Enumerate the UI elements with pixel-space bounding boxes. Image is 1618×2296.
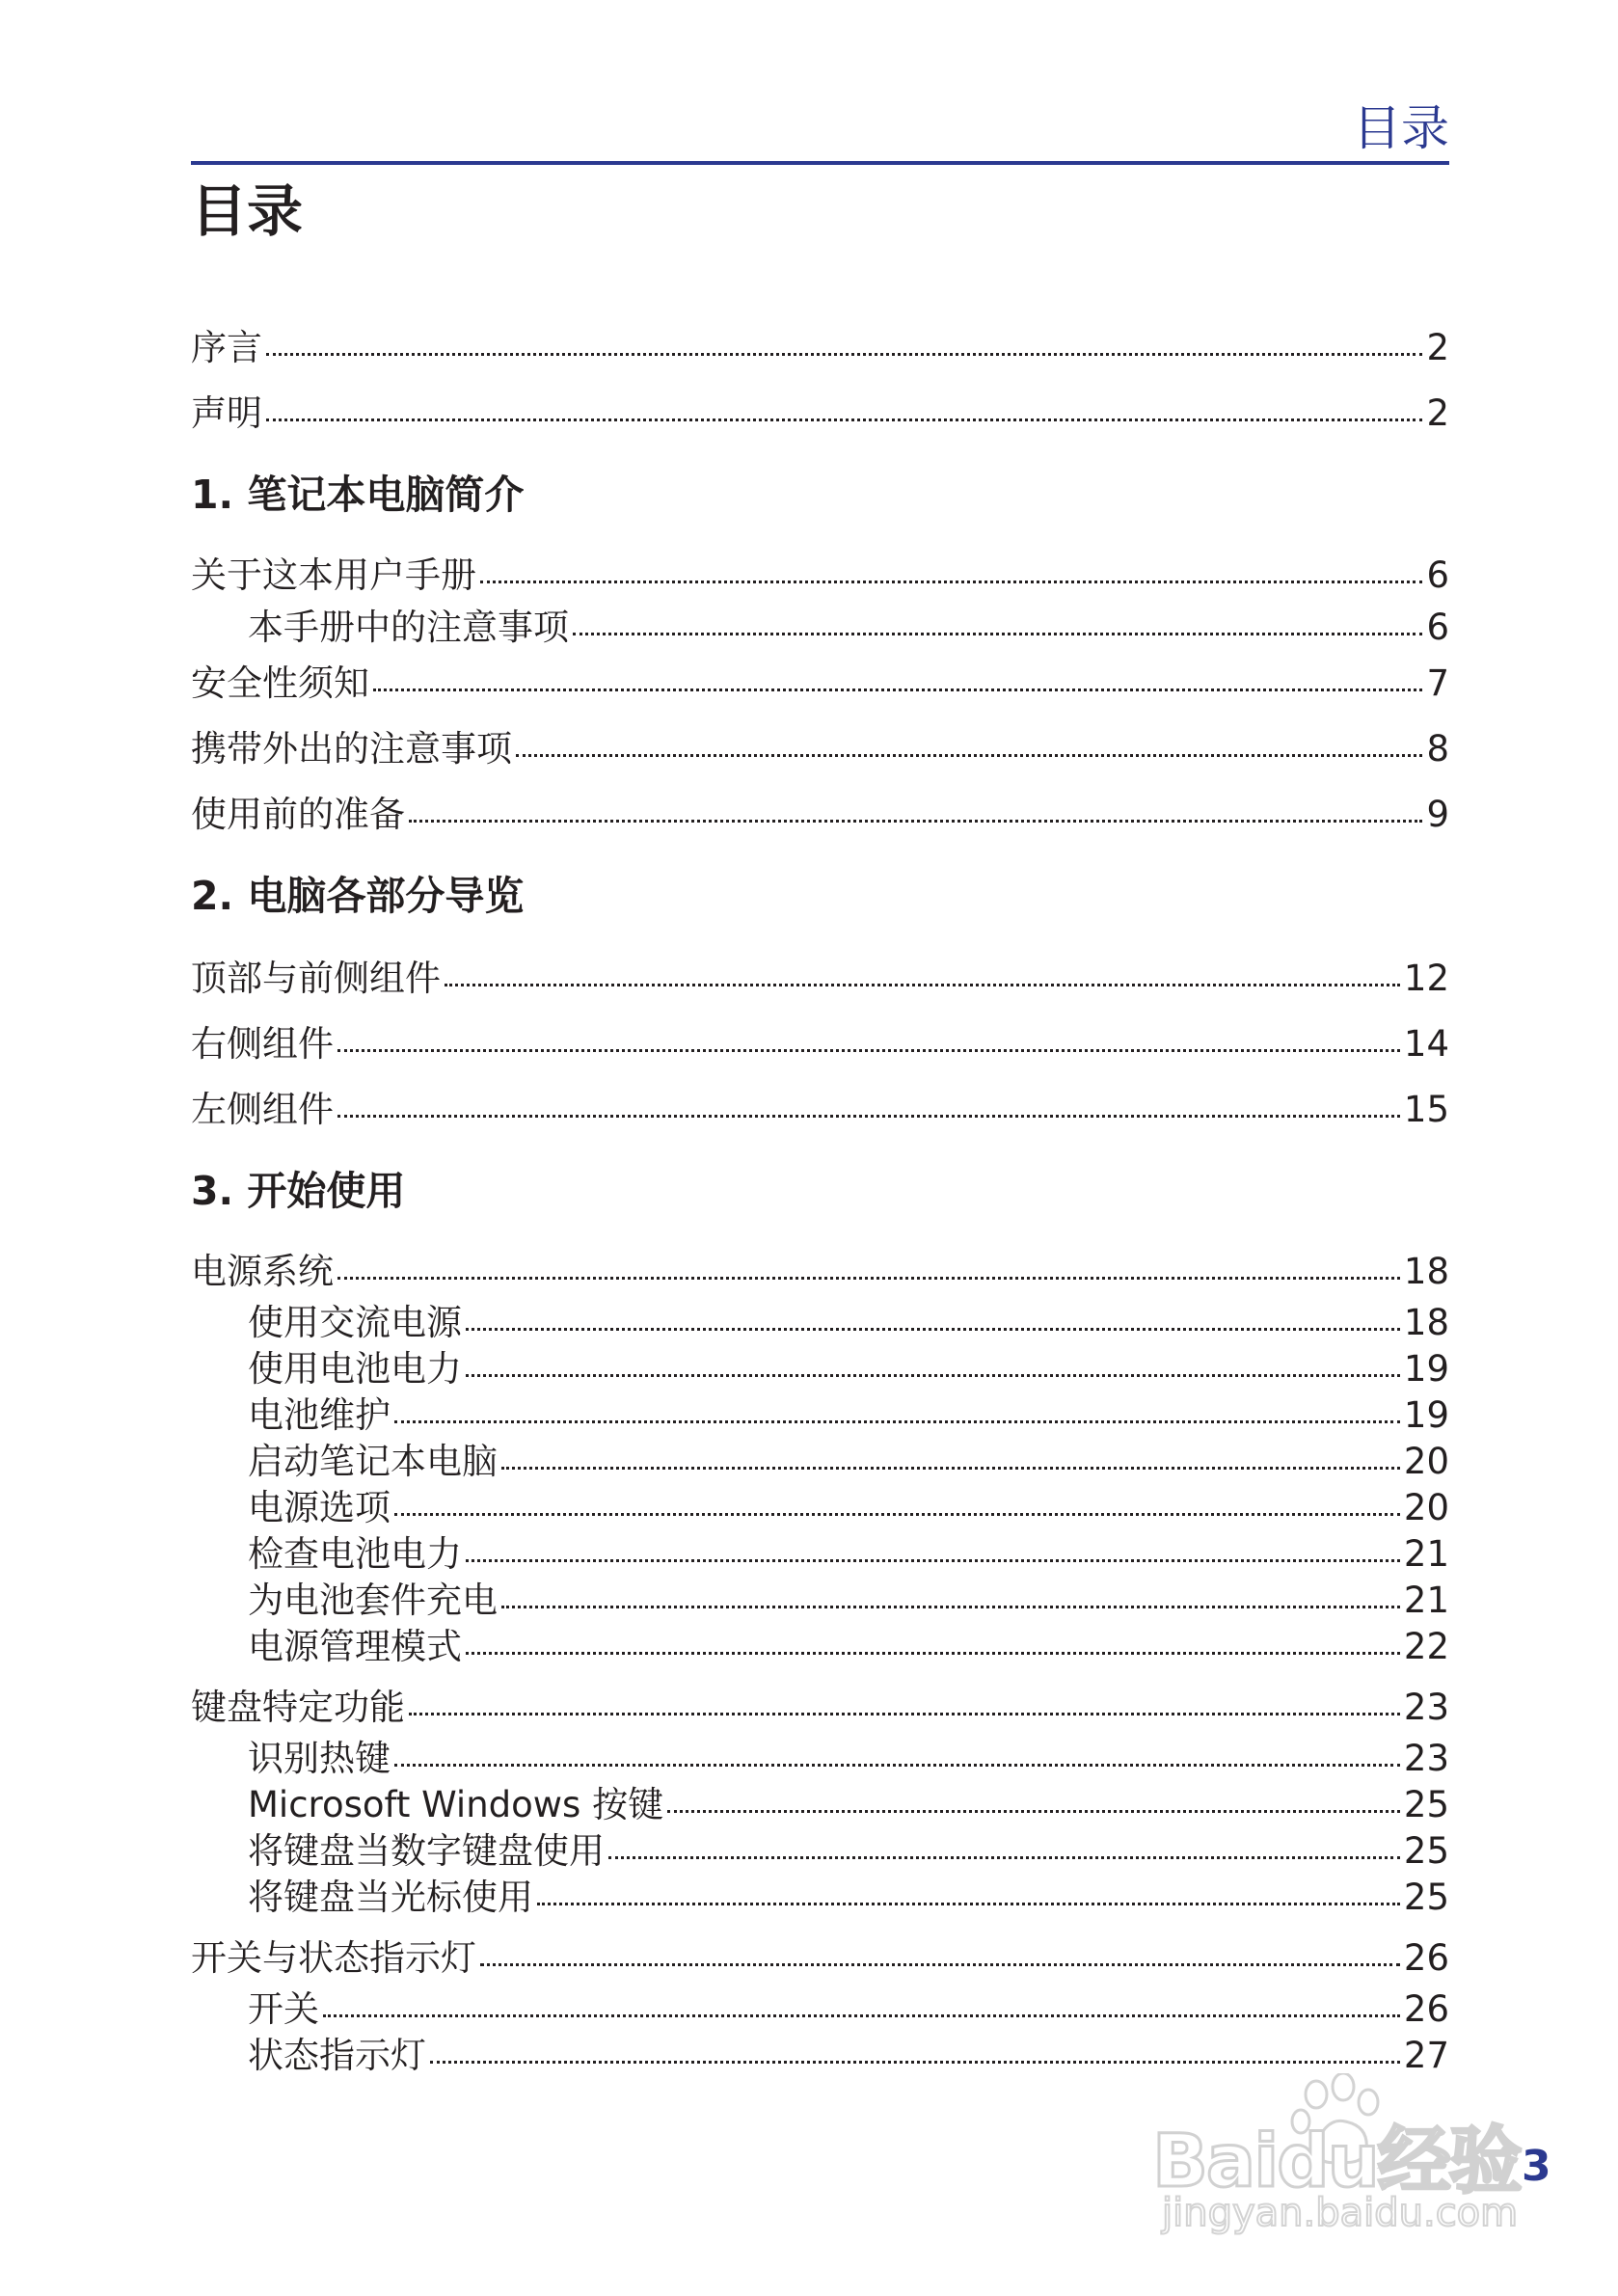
dot-leader: [430, 2061, 1400, 2064]
toc-entry-page: 19: [1403, 1394, 1449, 1436]
toc-subentry[interactable]: [248, 1784, 1449, 1825]
toc-entry-label: 电源系统: [191, 1251, 334, 1292]
dot-leader: [337, 1115, 1400, 1118]
toc-entry-page: 6: [1426, 607, 1449, 648]
toc-entry-page: 18: [1403, 1251, 1449, 1292]
toc-entry[interactable]: [191, 1089, 1449, 1130]
dot-leader: [537, 1903, 1400, 1905]
toc-entry-page: 26: [1403, 1988, 1449, 2030]
toc-subentry[interactable]: [248, 1533, 1449, 1575]
toc-entry-page: 15: [1403, 1089, 1449, 1130]
page-number: 3: [1522, 2142, 1551, 2191]
toc-entry-label: 启动笔记本电脑: [248, 1441, 498, 1482]
toc-subentry[interactable]: [248, 1394, 1449, 1436]
dot-leader: [266, 419, 1422, 421]
dot-leader: [394, 1513, 1400, 1516]
watermark-url: jingyan.baidu.com: [1162, 2191, 1519, 2235]
dot-leader: [466, 1374, 1400, 1377]
toc-entry-page: 20: [1403, 1441, 1449, 1482]
toc-entry-page: 19: [1403, 1348, 1449, 1390]
toc-entry-label: 键盘特定功能: [191, 1687, 405, 1728]
toc-entry-page: 2: [1426, 327, 1449, 368]
toc-entry[interactable]: [191, 327, 1449, 368]
toc-subentry[interactable]: [248, 1830, 1449, 1872]
toc-entry-label: 右侧组件: [191, 1023, 334, 1065]
toc-entry-page: 7: [1426, 662, 1449, 704]
toc-entry-label: 电源管理模式: [248, 1626, 462, 1667]
toc-entry[interactable]: [191, 1687, 1449, 1728]
dot-leader: [394, 1764, 1400, 1767]
toc-subentry[interactable]: [248, 1487, 1449, 1528]
dot-leader: [266, 353, 1422, 356]
toc-entry-page: 9: [1426, 794, 1449, 835]
toc-entry-label: 将键盘当光标使用: [248, 1877, 533, 1918]
toc-entry-page: 25: [1403, 1877, 1449, 1918]
toc-subentry[interactable]: [248, 1302, 1449, 1343]
toc-entry[interactable]: [191, 1937, 1449, 1979]
dot-leader: [480, 1963, 1400, 1966]
toc-entry-label: Microsoft Windows 按键: [248, 1784, 664, 1825]
dot-leader: [323, 2014, 1400, 2017]
dot-leader: [573, 633, 1422, 635]
toc-entry-label: 序言: [191, 327, 262, 368]
toc-entry-page: 23: [1403, 1738, 1449, 1779]
watermark-brand: Baidu经验: [1152, 2118, 1521, 2203]
toc-entry-page: 2: [1426, 392, 1449, 434]
toc-entry-label: 声明: [191, 392, 262, 434]
dot-leader: [501, 1467, 1400, 1470]
toc-entry-label: 使用交流电源: [248, 1302, 462, 1343]
toc-entry-page: 23: [1403, 1687, 1449, 1728]
toc-entry[interactable]: [191, 392, 1449, 434]
dot-leader: [608, 1856, 1400, 1859]
toc-entry[interactable]: [191, 1251, 1449, 1292]
dot-leader: [501, 1606, 1400, 1608]
toc-subentry[interactable]: [248, 1441, 1449, 1482]
toc-entry-label: 检查电池电力: [248, 1533, 462, 1575]
toc-entry-page: 20: [1403, 1487, 1449, 1528]
toc-entry-page: 6: [1426, 554, 1449, 596]
baidu-watermark: [1152, 2073, 1538, 2237]
section-heading: 1. 笔记本电脑简介: [191, 472, 525, 518]
dot-leader: [394, 1420, 1400, 1423]
dot-leader: [466, 1559, 1400, 1562]
toc-entry-page: 27: [1403, 2035, 1449, 2076]
toc-entry-label: 开关: [248, 1988, 319, 2030]
toc-subentry[interactable]: [248, 1348, 1449, 1390]
dot-leader: [373, 689, 1422, 691]
toc-entry-label: 关于这本用户手册: [191, 554, 476, 596]
toc-subentry[interactable]: [248, 1738, 1449, 1779]
toc-entry[interactable]: [191, 1023, 1449, 1065]
toc-entry-label: 顶部与前侧组件: [191, 958, 441, 999]
dot-leader: [409, 820, 1422, 823]
toc-entry-label: 安全性须知: [191, 662, 369, 704]
dot-leader: [516, 754, 1422, 757]
running-header: 目录: [1353, 100, 1449, 156]
toc-entry-page: 14: [1403, 1023, 1449, 1065]
toc-entry-label: 识别热键: [248, 1738, 391, 1779]
toc-entry[interactable]: [191, 794, 1449, 835]
toc-entry-page: 25: [1403, 1784, 1449, 1825]
dot-leader: [337, 1277, 1400, 1280]
toc-entry-label: 开关与状态指示灯: [191, 1937, 476, 1979]
toc-subentry[interactable]: [248, 1877, 1449, 1918]
toc-entry-label: 状态指示灯: [248, 2035, 426, 2076]
toc-entry-label: 左侧组件: [191, 1089, 334, 1130]
toc-entry-page: 18: [1403, 1302, 1449, 1343]
toc-entry-label: 电源选项: [248, 1487, 391, 1528]
toc-entry-page: 25: [1403, 1830, 1449, 1872]
dot-leader: [480, 581, 1422, 583]
section-heading: 2. 电脑各部分导览: [191, 873, 525, 919]
toc-entry[interactable]: [191, 554, 1449, 596]
dot-leader: [466, 1652, 1400, 1655]
dot-leader: [445, 984, 1400, 986]
dot-leader: [667, 1810, 1400, 1813]
toc-entry[interactable]: [191, 728, 1449, 770]
toc-entry[interactable]: [191, 662, 1449, 704]
toc-subentry[interactable]: [248, 1580, 1449, 1621]
toc-entry-label: 电池维护: [248, 1394, 391, 1436]
toc-subentry[interactable]: [248, 1626, 1449, 1667]
toc-entry-page: 21: [1403, 1580, 1449, 1621]
page-title: 目录: [191, 178, 304, 244]
toc-entry-label: 为电池套件充电: [248, 1580, 498, 1621]
toc-entry-page: 26: [1403, 1937, 1449, 1979]
dot-leader: [337, 1049, 1400, 1052]
dot-leader: [466, 1328, 1400, 1331]
toc-entry-label: 本手册中的注意事项: [248, 607, 569, 648]
toc-subentry[interactable]: [248, 1988, 1449, 2030]
toc-subentry[interactable]: [248, 2035, 1449, 2076]
toc-entry-label: 将键盘当数字键盘使用: [248, 1830, 605, 1872]
toc-entry-page: 22: [1403, 1626, 1449, 1667]
section-heading: 3. 开始使用: [191, 1168, 406, 1214]
toc-entry-label: 携带外出的注意事项: [191, 728, 512, 770]
header-rule: [191, 161, 1449, 165]
dot-leader: [409, 1713, 1400, 1715]
toc-subentry[interactable]: [248, 607, 1449, 648]
toc-entry[interactable]: [191, 958, 1449, 999]
toc-entry-page: 21: [1403, 1533, 1449, 1575]
toc-entry-page: 12: [1403, 958, 1449, 999]
toc-entry-page: 8: [1426, 728, 1449, 770]
toc-entry-label: 使用电池电力: [248, 1348, 462, 1390]
toc-entry-label: 使用前的准备: [191, 794, 405, 835]
